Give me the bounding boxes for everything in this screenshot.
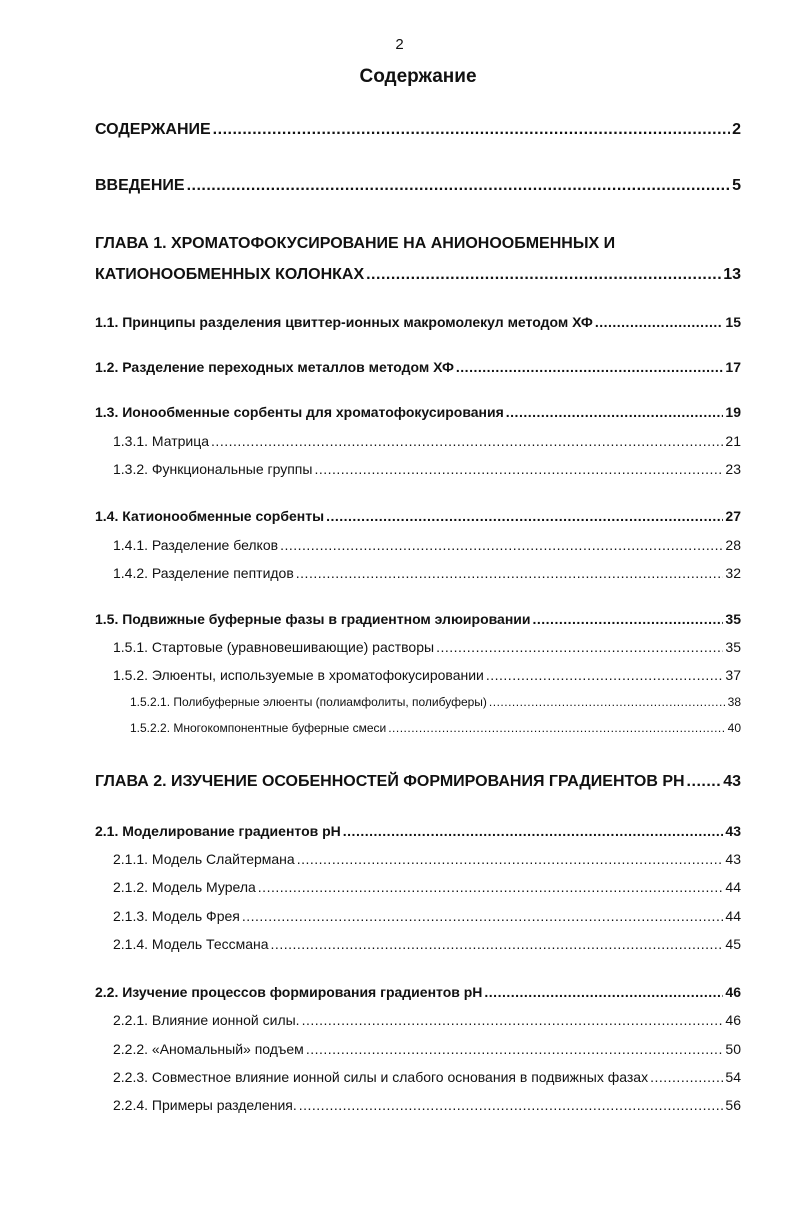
leader-dots xyxy=(650,1069,723,1085)
toc-label: 2.2.1. Влияние ионной силы. xyxy=(113,1012,300,1028)
toc-entry-2-2-3[interactable] xyxy=(113,1069,741,1085)
toc-entry-2-1-3[interactable] xyxy=(113,908,741,924)
toc-label: 2.1.1. Модель Слайтермана xyxy=(113,851,295,867)
leader-dots xyxy=(326,508,723,524)
leader-dots xyxy=(486,667,724,683)
toc-entry-contents[interactable] xyxy=(95,121,741,139)
toc-label: СОДЕРЖАНИЕ xyxy=(95,121,211,138)
toc-label: 1.5. Подвижные буферные фазы в градиентном элюировании xyxy=(95,611,531,627)
toc-entry-1-5-1[interactable] xyxy=(113,639,741,655)
toc-label: 1.2. Разделение переходных металлов методом ХФ xyxy=(95,359,454,375)
toc-page: 35 xyxy=(725,639,741,655)
leader-dots xyxy=(314,461,723,477)
toc-label: 1.3. Ионообменные сорбенты для хроматофокусирования xyxy=(95,404,504,420)
leader-dots xyxy=(595,314,724,330)
toc-page: 54 xyxy=(725,1069,741,1085)
toc-entry-1-4-1[interactable] xyxy=(113,537,741,553)
toc-label: 2.2.2. «Аномальный» подъем xyxy=(113,1041,304,1057)
toc-label: 1.5.2.1. Полибуферные элюенты (полиамфолиты, полибуферы) xyxy=(130,695,487,709)
toc-page: 15 xyxy=(725,314,741,330)
toc-label: 1.5.2.2. Многокомпонентные буферные смеси xyxy=(130,721,387,735)
toc-entry-1-5[interactable] xyxy=(95,611,741,627)
toc-entry-2-1-4[interactable] xyxy=(113,936,741,952)
toc-chapter1-line1[interactable]: ГЛАВА 1. ХРОМАТОФОКУСИРОВАНИЕ НА АНИОНООБМЕННЫХ И xyxy=(95,235,616,252)
toc-entry-2-2[interactable] xyxy=(95,984,741,1000)
leader-dots xyxy=(456,359,724,375)
toc-label: 2.1. Моделирование градиентов pH xyxy=(95,823,341,839)
leader-dots xyxy=(299,1097,724,1113)
toc-entry-1-5-2[interactable] xyxy=(113,667,741,683)
leader-dots xyxy=(213,121,730,139)
leader-dots xyxy=(306,1041,724,1057)
toc-page: 43 xyxy=(725,851,741,867)
toc-page: 46 xyxy=(725,984,741,1000)
toc-page: 28 xyxy=(725,537,741,553)
toc-label: 2.2.4. Примеры разделения. xyxy=(113,1097,297,1113)
toc-label: 1.1. Принципы разделения цвиттер-ионных макромолекул методом ХФ xyxy=(95,314,593,330)
toc-label: 1.3.1. Матрица xyxy=(113,433,210,449)
toc-page: 35 xyxy=(725,611,741,627)
toc-entry-2-2-4[interactable] xyxy=(113,1097,741,1113)
toc-label: 2.2. Изучение процессов формирования градиентов pH xyxy=(95,984,483,1000)
toc-label: 2.1.3. Модель Фрея xyxy=(113,908,240,924)
leader-dots xyxy=(211,433,723,449)
toc-entry-1-3-2[interactable] xyxy=(113,461,741,477)
leader-dots xyxy=(366,266,721,284)
toc-entry-2-2-1[interactable] xyxy=(113,1012,741,1028)
toc-entry-2-1[interactable] xyxy=(95,823,741,839)
toc-label: ВВЕДЕНИЕ xyxy=(95,177,185,194)
leader-dots xyxy=(687,773,722,791)
leader-dots xyxy=(506,404,724,420)
toc-page: 23 xyxy=(725,461,741,477)
toc-label: 1.4.2. Разделение пептидов xyxy=(113,565,294,581)
leader-dots xyxy=(242,908,724,924)
toc-page: 45 xyxy=(725,936,741,952)
toc-entry-2-1-1[interactable] xyxy=(113,851,741,867)
toc-entry-chapter1[interactable] xyxy=(95,266,741,284)
toc-page: 37 xyxy=(725,667,741,683)
toc-entry-1-3[interactable] xyxy=(95,404,741,420)
leader-dots xyxy=(436,639,723,655)
toc-label: 1.4. Катионообменные сорбенты xyxy=(95,508,325,524)
toc-label: 1.4.1. Разделение белков xyxy=(113,537,279,553)
toc-page: 50 xyxy=(725,1041,741,1057)
toc-entry-1-3-1[interactable] xyxy=(113,433,741,449)
toc-label: 2.1.4. Модель Тессмана xyxy=(113,936,269,952)
toc-page: 38 xyxy=(727,695,741,709)
leader-dots xyxy=(297,851,724,867)
toc-page: 43 xyxy=(723,773,741,790)
toc-entry-intro[interactable] xyxy=(95,177,741,195)
toc-label: 2.1.2. Модель Мурела xyxy=(113,879,256,895)
toc-page: 40 xyxy=(727,721,741,735)
leader-dots xyxy=(388,722,725,736)
leader-dots xyxy=(271,936,724,952)
toc-page: 17 xyxy=(725,359,741,375)
toc-page: 43 xyxy=(725,823,741,839)
toc-label: 1.5.2. Элюенты, используемые в хроматофокусировании xyxy=(113,667,484,683)
toc-page: 2 xyxy=(732,121,741,138)
toc-page: 46 xyxy=(725,1012,741,1028)
toc-page: 13 xyxy=(723,266,741,283)
leader-dots xyxy=(533,611,724,627)
leader-dots xyxy=(280,537,723,553)
toc-page: 19 xyxy=(725,404,741,420)
toc-page: 56 xyxy=(725,1097,741,1113)
toc-entry-1-5-2-2[interactable] xyxy=(130,722,741,736)
toc-label: 1.5.1. Стартовые (уравновешивающие) растворы xyxy=(113,639,435,655)
page-number: 2 xyxy=(395,36,404,53)
toc-page: 44 xyxy=(725,879,741,895)
toc-page: 5 xyxy=(732,177,741,194)
toc-label: 1.3.2. Функциональные группы xyxy=(113,461,313,477)
leader-dots xyxy=(258,879,724,895)
toc-entry-chapter2[interactable] xyxy=(95,773,741,791)
leader-dots xyxy=(296,565,724,581)
toc-page: 27 xyxy=(725,508,741,524)
toc-entry-2-1-2[interactable] xyxy=(113,879,741,895)
toc-entry-1-4-2[interactable] xyxy=(113,565,741,581)
page-title: Содержание xyxy=(359,66,477,87)
toc-page: 21 xyxy=(725,433,741,449)
leader-dots xyxy=(302,1012,724,1028)
toc-label: КАТИОНООБМЕННЫХ КОЛОНКАХ xyxy=(95,266,365,283)
toc-page: 44 xyxy=(725,908,741,924)
toc-label: 2.2.3. Совместное влияние ионной силы и слабого основания в подвижных фазах xyxy=(113,1069,649,1085)
toc-entry-2-2-2[interactable] xyxy=(113,1041,741,1057)
leader-dots xyxy=(484,984,723,1000)
leader-dots xyxy=(489,696,726,710)
toc-label: ГЛАВА 2. ИЗУЧЕНИЕ ОСОБЕННОСТЕЙ ФОРМИРОВАНИЯ ГРАДИЕНТОВ PH xyxy=(95,773,685,790)
toc-page: 32 xyxy=(725,565,741,581)
leader-dots xyxy=(343,823,724,839)
leader-dots xyxy=(187,177,731,195)
toc-entry-1-5-2-1[interactable] xyxy=(130,696,741,710)
toc-entry-1-1[interactable] xyxy=(95,314,741,330)
toc-entry-1-4[interactable] xyxy=(95,508,741,524)
toc-entry-1-2[interactable] xyxy=(95,359,741,375)
